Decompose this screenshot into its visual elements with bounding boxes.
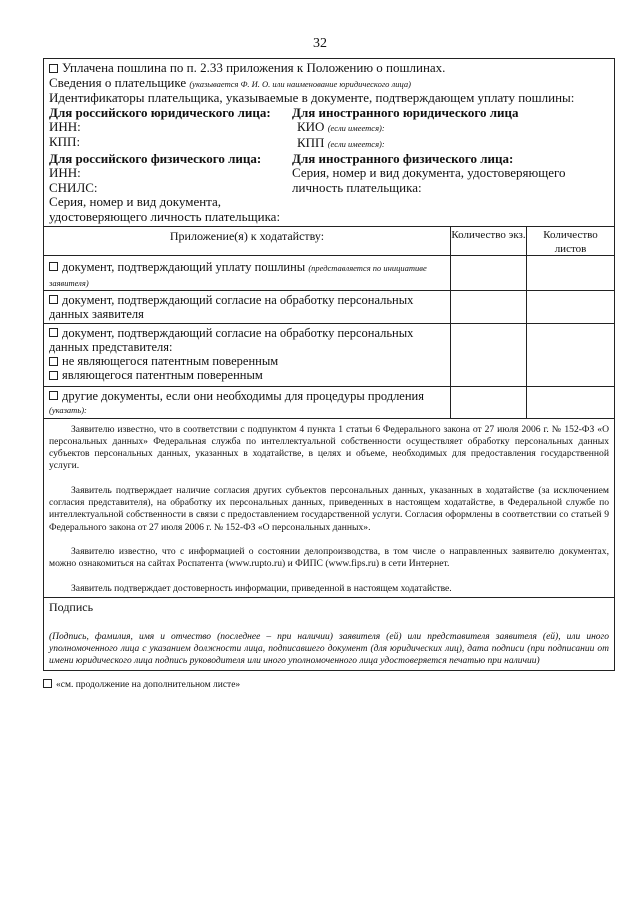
patent-attorney-checkbox[interactable] [49,371,58,380]
ru-legal-header: Для российского юридического лица: [49,104,271,120]
signature-label: Подпись [49,599,94,614]
qty-sheets-cell[interactable] [527,324,614,386]
continuation-label: «см. продолжение на дополнительном листе» [56,680,241,690]
notices-section [44,419,614,598]
attachments-header: Приложение(я) к ходатайству: [44,227,451,255]
inn-field[interactable]: ИНН: [49,119,81,135]
payer-info-hint: (указывается Ф. И. О. или наименование юридического лица) [189,78,411,89]
kpp-foreign-field[interactable] [287,136,614,152]
fee-paid-line [44,61,614,76]
qty-copies-cell[interactable] [451,387,527,418]
qty-copies-cell[interactable] [451,291,527,323]
qty-sheets-cell[interactable] [527,256,614,290]
kpp-foreign-hint: (если имеется): [327,138,385,149]
person-block [44,152,614,225]
signature-note: (Подпись, фамилия, имя и отчество (последнее – при наличии) заявителя (ей) или представителя заявителя (ей), или иного уполномоченного лица с указанием должности лица, подписавшего документ (для юридических лиц), дата подписи (при подписании от имени юридического лица подпись руководителя или иного уполномоченного лица удостоверяется печатью при наличии) [49,631,609,667]
continuation-line [43,680,240,690]
kio-label: КИО [297,119,325,135]
page-number: 32 [313,36,327,51]
attachment-hint: (указать): [49,404,87,415]
attachment-option: являющегося патентным поверенным [62,368,263,383]
attachment-checkbox[interactable] [49,295,58,304]
snils-field[interactable]: СНИЛС: [49,179,98,195]
foreign-legal-header: Для иностранного юридического лица [292,104,519,120]
notice-paragraph: Заявитель подтверждает достоверность информации, приведенной в настоящем ходатайстве. [71,582,452,594]
qty-sheets-cell[interactable] [527,291,614,323]
continuation-checkbox[interactable] [43,679,52,688]
inn2-field[interactable]: ИНН: [49,165,81,181]
attachment-text: документ, подтверждающий согласие на обработку персональных [62,292,414,307]
fee-section [44,59,614,227]
attachment-text: документ, подтверждающий согласие на обработку персональных [62,325,414,340]
payer-info-label: Сведения о плательщике [49,74,187,90]
kio-field[interactable] [287,120,614,136]
attachments-table [44,227,614,419]
attachment-checkbox[interactable] [49,262,58,271]
foreign-doc-line1: Серия, номер и вид документа, удостоверяющего [292,165,566,181]
payer-info-line [44,76,614,92]
not-patent-attorney-checkbox[interactable] [49,357,58,366]
ru-doc-line1: Серия, номер и вид документа, [49,194,222,210]
qty-copies-cell[interactable] [451,324,527,386]
attachment-text: другие документы, если они необходимы для процедуры продления [62,388,424,403]
attachment-checkbox[interactable] [49,391,58,400]
attachment-text: документ, подтверждающий уплату пошлины [62,259,306,274]
attachment-checkbox[interactable] [49,328,58,337]
legal-entity-block [44,106,614,152]
kio-hint: (если имеется): [327,123,385,134]
notice-paragraph: Заявителю известно, что в соответствии с подпунктом 4 пункта 1 статьи 6 Федерального закона от 27 июля 2006 г. № 152-ФЗ «О персональных данных» Федеральная служба по интеллектуальной собственности осуществляет обработку персональных данных субъектов персональных данных, указанных в ходатайстве, в целях и объеме, необходимых для предоставления государственной услуги. [49,423,609,472]
ru-doc-line2[interactable]: удостоверяющего личность плательщика: [49,208,281,224]
foreign-doc-line2[interactable]: личность плательщика: [292,179,422,195]
attachment-text: данных заявителя [49,306,144,321]
kpp-foreign-label: КПП [297,134,325,150]
fee-paid-checkbox[interactable] [49,64,58,73]
attachment-row [44,255,614,290]
attachment-row [44,290,614,323]
form-frame [43,58,615,671]
qty-sheets-cell[interactable] [527,387,614,418]
notice-paragraph: Заявителю известно, что с информацией о состоянии делопроизводства, в том числе о направленных заявителю документах, можно ознакомиться на сайтах Роспатента (www.rupto.ru) и ФИПС (www.fips.ru) в сети Интернет. [49,545,609,570]
attachment-hint: (представляется по инициативе заявителя) [49,262,427,288]
qty-sheets-header: Количество листов [543,228,598,255]
signature-field[interactable] [44,617,614,631]
signature-section [44,598,614,671]
foreign-person-header: Для иностранного физического лица: [292,150,514,166]
attachment-option: не являющегося патентным поверенным [62,354,279,369]
qty-copies-header: Количество экз. [451,227,527,255]
fee-paid-label: Уплачена пошлина по п. 2.33 приложения к Положению о пошлинах. [62,60,446,75]
kpp-field[interactable]: КПП: [49,133,81,149]
attachments-header-row [44,227,614,255]
attachment-row [44,386,614,418]
ru-person-header: Для российского физического лица: [49,150,262,166]
attachment-row [44,323,614,386]
qty-copies-cell[interactable] [451,256,527,290]
identifiers-label: Идентификаторы плательщика, указываемые в документе, подтверждающем уплату пошлины: [49,90,575,106]
attachment-text: данных представителя: [49,339,173,354]
notice-paragraph: Заявитель подтверждает наличие согласия других субъектов персональных данных, указанных в ходатайстве (за исключением согласия представителя), на обработку их персональных данных, приведенных в настоящем ходатайстве, в Федеральной службе по интеллектуальной собственности в связи с предоставлением государственной услуги. Согласия оформлены в соответствии со статьей 9 Федерального закона от 27 июля 2006 г. № 152-ФЗ «О персональных данных». [49,484,609,533]
